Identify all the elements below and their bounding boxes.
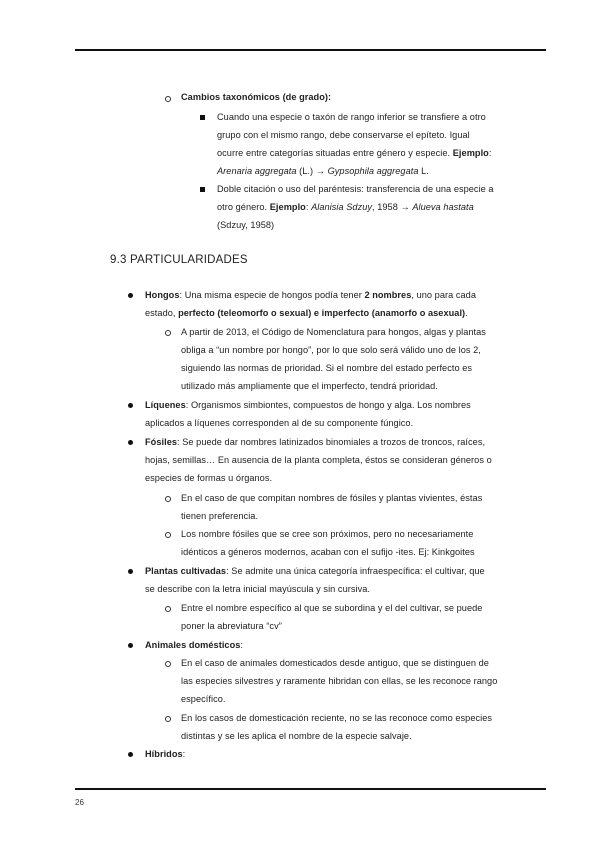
liquenes-line1: Líquenes: Organismos simbiontes, compuestos de hongo y alga. Los nombres	[145, 400, 471, 410]
domesticos-sub2-line1: En los casos de domesticación reciente, no se las reconoce como especies	[181, 713, 493, 723]
liquenes-line2: aplicados a líquenes corresponden al de su componente fúngico.	[145, 418, 414, 428]
fosiles-line3: especies de formas u órganos.	[145, 473, 273, 483]
hollow-bullet-icon	[165, 606, 171, 612]
hibridos-line1: Híbridos:	[145, 749, 186, 759]
page-number: 26	[75, 798, 84, 807]
hollow-bullet-icon	[165, 532, 171, 538]
sub1-line2: grupo con el mismo rango, debe conservarse el epíteto. Igual	[217, 130, 470, 140]
bullet-icon	[128, 440, 133, 445]
hongos-sub-line2: obliga a “un nombre por hongo”, por lo que solo será válido uno de los 2,	[181, 345, 481, 355]
cultivadas-line1: Plantas cultivadas: Se admite una única categoría infraespecífica: el cultivar, que	[145, 566, 485, 576]
domesticos-line1: Animales domésticos:	[145, 640, 244, 650]
hongos-sub-line4: utilizado más ampliamente que el imperfecto, tendrá prioridad.	[181, 381, 438, 391]
sub1-line4: Arenaria aggregata (L.) → Gypsophila aggregata L.	[217, 166, 429, 176]
bullet-icon	[128, 403, 133, 408]
hollow-bullet-icon	[165, 716, 171, 722]
bullet-icon	[128, 752, 133, 757]
sub2-line2: otro género. Ejemplo: Alanisia Sdzuy, 1958 → Alueva hastata	[217, 202, 474, 212]
sub1-line1: Cuando una especie o taxón de rango inferior se transfiere a otro	[217, 112, 486, 122]
header-rule	[75, 49, 546, 51]
bullet-icon	[128, 293, 133, 298]
cultivadas-sub-line1: Entre el nombre específico al que se subordina y el del cultivar, se puede	[181, 603, 483, 613]
fosiles-line2: hojas, semillas… En ausencia de la planta completa, éstos se consideran géneros o	[145, 455, 492, 465]
cambios-taxonomicos-title: Cambios taxonómicos (de grado):	[181, 92, 332, 102]
hollow-bullet-icon	[165, 96, 171, 102]
bullet-icon	[128, 643, 133, 648]
hollow-bullet-icon	[165, 496, 171, 502]
hongos-line1: Hongos: Una misma especie de hongos podía tener 2 nombres, uno para cada	[145, 290, 476, 300]
domesticos-sub2-line2: distintas y se les aplica el nombre de la especie salvaje.	[181, 731, 412, 741]
square-bullet-icon	[200, 187, 205, 192]
domesticos-sub1-line3: específico.	[181, 694, 226, 704]
sub2-line3: (Sdzuy, 1958)	[217, 220, 275, 230]
hollow-bullet-icon	[165, 330, 171, 336]
fosiles-sub1-line1: En el caso de que compitan nombres de fósiles y plantas vivientes, éstas	[181, 493, 483, 503]
hollow-bullet-icon	[165, 661, 171, 667]
fosiles-sub2-line1: Los nombre fósiles que se cree son próximos, pero no necesariamente	[181, 529, 474, 539]
sub1-line3: ocurre entre categorías situadas entre género y especie. Ejemplo:	[217, 148, 492, 158]
cultivadas-line2: se describe con la letra inicial mayúscula y sin cursiva.	[145, 584, 370, 594]
domesticos-sub1-line1: En el caso de animales domesticados desde antiguo, que se distinguen de	[181, 658, 489, 668]
fosiles-line1: Fósiles: Se puede dar nombres latinizados binomiales a trozos de troncos, raíces,	[145, 437, 486, 447]
domesticos-sub1-line2: las especies silvestres y raramente hibridan con ellas, se les reconoce rango	[181, 676, 498, 686]
fosiles-sub2-line2: idénticos a géneros modernos, acaban con el sufijo -ites. Ej: Kinkgoites	[181, 547, 475, 557]
cultivadas-sub-line2: poner la abreviatura “cv”	[181, 621, 282, 631]
hongos-sub-line3: siguiendo las normas de prioridad. Si el nombre del estado perfecto es	[181, 363, 473, 373]
hongos-line2: estado, perfecto (teleomorfo o sexual) e imperfecto (anamorfo o asexual).	[145, 308, 468, 318]
hongos-sub-line1: A partir de 2013, el Código de Nomenclatura para hongos, algas y plantas	[181, 327, 486, 337]
sub2-line1: Doble citación o uso del paréntesis: transferencia de una especie a	[217, 184, 494, 194]
footer-rule	[75, 788, 546, 790]
square-bullet-icon	[200, 115, 205, 120]
section-heading: 9.3 PARTICULARIDADES	[110, 254, 248, 266]
bullet-icon	[128, 569, 133, 574]
fosiles-sub1-line2: tienen preferencia.	[181, 511, 259, 521]
